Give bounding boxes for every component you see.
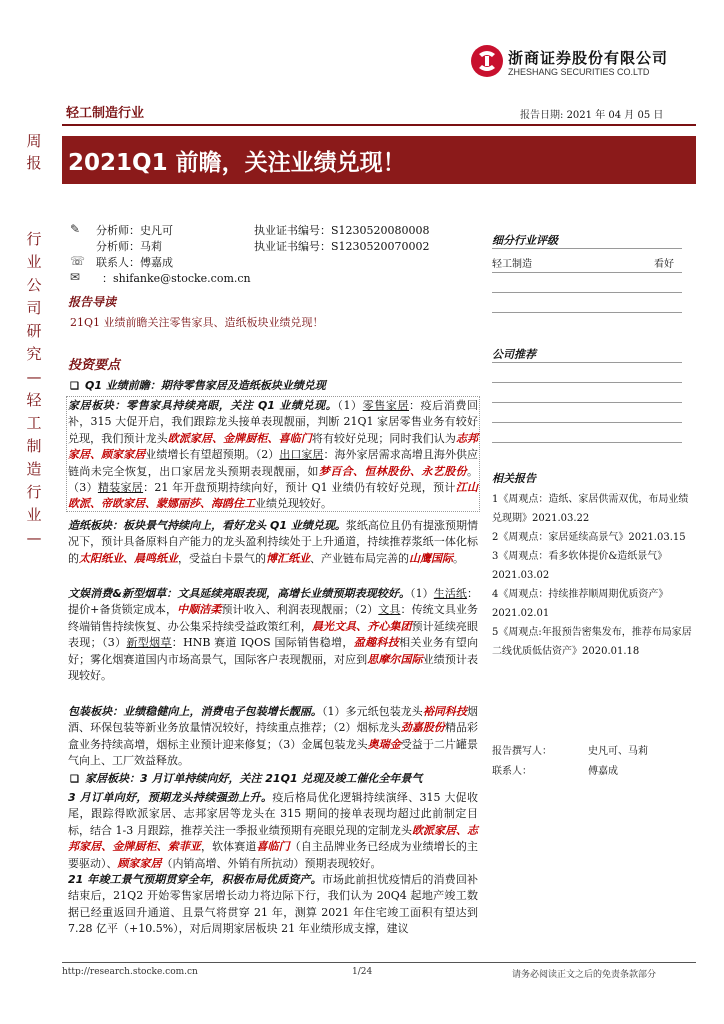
rating-row [492, 255, 682, 270]
stock-names: 思摩尔国际 [367, 652, 423, 666]
para-text: 预计延续亮眼表现；（3） [68, 619, 479, 650]
para-text: 疫后格局优化逻辑持续演绎、315 大促收尾，跟踪得欧派家居、志邦家居等龙头在 315 期间的接单表现均超过此前制定目标，结合 1-3 月跟踪，推荐关注一季报业绩预期有亮眼兑现的定制龙头 [68, 791, 479, 837]
series-char: 工 [26, 414, 42, 432]
para-text: ：HNB 赛道 IQOS 国际销售稳增， [171, 636, 354, 650]
divider [492, 382, 682, 383]
report-type-char: 报 [26, 154, 42, 172]
related-heading: 相关报告 [492, 472, 536, 485]
rating-value: 看好 [654, 259, 674, 270]
stock-names: 劲嘉股份 [400, 721, 445, 735]
para-lead: 文娱消费&新型烟草：文具延续亮眼表现，高增长业绩预期表现较好。 [68, 587, 411, 600]
series-char: 行 [26, 230, 42, 248]
stock-names: 欧派家居、志邦家居、金牌厨柜、索菲亚 [68, 823, 478, 854]
series-char: 公 [26, 276, 42, 294]
stock-names: 江山欧派、帝欧家居、蒙娜丽莎、海鸥住工 [68, 481, 479, 511]
series-char: 研 [26, 322, 42, 340]
series-char: 司 [26, 299, 42, 317]
series-char: 业 [26, 253, 42, 271]
stock-names: 博汇纸业 [266, 551, 310, 565]
stock-names: 晨光文具、齐心集团 [311, 619, 412, 633]
related-report-item[interactable]: 4《周观点：持续推荐顺周期优质资产》2021.02.01 [492, 589, 669, 619]
para-text: ，受益白卡景气的 [178, 551, 266, 565]
stock-names: 山鹰国际 [409, 551, 453, 565]
para-text: ，软体赛道 [201, 840, 257, 854]
related-report-item[interactable]: 2《周观点：家居延续高景气》2021.03.15 [492, 532, 686, 543]
contact-value: 傅嘉成 [588, 766, 618, 777]
divider [492, 312, 682, 313]
stock-names: 志邦家居、顾家家居 [68, 431, 479, 462]
footer-rule [62, 962, 696, 963]
contact-label: 联系人： [492, 766, 532, 777]
square-bullet-icon: ❑ [70, 381, 79, 392]
stock-names: 太阳纸业、晨鸣纸业 [79, 551, 178, 565]
analyst-name: 分析师：马莉 [96, 240, 162, 253]
series-char: 轻 [26, 391, 42, 409]
stock-names: 欧派家居、金牌厨柜、喜临门 [167, 431, 312, 445]
divider [492, 422, 682, 423]
invest-bullet [70, 377, 326, 393]
para-home [68, 398, 478, 513]
home-bullet-text: 家居板块：3 月订单持续向好，关注 21Q1 兑现及竣工催化全年景气 [84, 772, 423, 785]
related-report-item[interactable]: 1《周观点：造纸、家居供需双优，布局业绩兑现期》2021.03.22 [492, 494, 689, 524]
author-value: 史凡可、马莉 [588, 746, 648, 757]
para-lead: 包装板块：业绩稳健向上，消费电子包装增长靓丽。 [68, 705, 322, 718]
divider [492, 442, 682, 443]
brand-name-en: ZHESHANG SECURITIES CO.LTD [508, 67, 650, 77]
para-paper [68, 518, 478, 567]
invest-bullet-text: Q1 业绩前瞻：期待零售家居及造纸板块业绩兑现 [84, 379, 326, 392]
para-text: 烟酒、环保包装等新业务放量情况较好，持续重点推荐；（2）烟标龙头 [68, 705, 479, 735]
rating-industry: 轻工制造 [492, 259, 532, 270]
para-lead: 21 年竣工景气预期贯穿全年，积极布局优质资产。 [68, 873, 322, 886]
footer-disclaimer: 请务必阅读正文之后的免责条款部分 [512, 970, 657, 980]
contact-row [492, 762, 692, 782]
para-consumer [68, 586, 478, 684]
brand-logo [470, 44, 670, 84]
rating-heading: 细分行业评级 [492, 234, 558, 247]
home-bullet [70, 770, 422, 786]
footer-url[interactable]: http://research.stocke.com.cn [62, 967, 198, 977]
contact-name: 联系人：傅嘉成 [96, 256, 173, 269]
related-report-item[interactable]: 5《周观点:年报预告密集发布，推荐布局家居二线优质低估资产》2020.01.18 [492, 627, 692, 657]
stock-names: 中顺洁柔 [177, 603, 222, 617]
para-text: ：传统文具业务终端销售持续恢复、办公集采持续受益政策红利， [68, 603, 479, 633]
guide-text: 21Q1 业绩前瞻关注零售家具、造纸板块业绩兑现！ [70, 316, 324, 329]
para-text: （1）多元纸包装龙头 [321, 705, 423, 718]
report-type-char: 周 [26, 132, 42, 150]
invest-heading: 投资要点 [68, 358, 121, 373]
guide-heading: 报告导读 [68, 295, 117, 309]
stock-names: 奥瑞金 [367, 737, 401, 751]
divider [492, 272, 682, 273]
series-char: 行 [26, 483, 42, 501]
para-text: ：提价+备货锁定成本， [68, 587, 479, 617]
envelope-icon: ✉ [70, 270, 81, 284]
para-text: ：疫后消费回补，315 大促开启，我们跟踪龙头接单表现靓丽，判断 21Q1 家居零售业务有较好兑现，我们预计龙头 [68, 399, 479, 445]
para-packaging [68, 704, 478, 770]
stock-names: 喜临门 [256, 840, 290, 854]
series-char: 制 [26, 437, 42, 455]
para-text: 。 [453, 551, 464, 565]
para-text: 将有较好兑现；同时我们认为 [311, 431, 456, 445]
para-lead: 3 月订单向好，预期龙头持续强劲上升。 [68, 791, 273, 804]
para-text: 。（3） [68, 464, 479, 495]
stock-names: 盈趣科技 [353, 636, 400, 650]
series-char: — [26, 368, 42, 386]
series-char: 究 [26, 345, 42, 363]
series-char: 造 [26, 460, 42, 478]
pen-icon: ✎ [70, 222, 81, 236]
para-lead: 造纸板块：板块景气持续向上，看好龙头 Q1 业绩兑现。 [68, 519, 346, 532]
para-text: ：21 年开盘预期持续向好，预计 Q1 业绩仍有较好兑现，预计 [143, 481, 456, 495]
industry-tag: 轻工制造行业 [66, 106, 145, 121]
para-sub: 零售家居 [362, 399, 410, 412]
para-text: （1） [337, 399, 363, 412]
report-title: 2021Q1 前瞻，关注业绩兑现！ [68, 150, 406, 176]
para-text: 市场此前担忧疫情后的消费回补结束后，21Q2 开始零售家居增长动力将边际下行，我们认为 20Q4 起地产竣工数据已经重返回升通道、且景气将贯穿 21 年，测算 2021 年住宅竣工面积有望达到 7.28 亿平（+10.5%），对后周期家居板块 21 年业绩形成支撑，建议 [68, 873, 478, 936]
report-date-value: 2021 年 04 月 05 日 [566, 110, 664, 121]
para-text: 、产业链布局完善的 [310, 551, 409, 565]
related-report-item[interactable]: 3《周观点：看多软体提价&造纸景气》2021.03.02 [492, 551, 668, 581]
para-completion [68, 872, 478, 938]
para-text: 受益于二片罐景气向上、工厂效益释放。 [68, 737, 479, 768]
para-text: （1） [410, 587, 434, 600]
para-orders [68, 790, 478, 872]
stock-names: 裕同科技 [422, 705, 468, 718]
para-text: ：海外家居需求高增且海外供应链尚未完全恢复，出口家居龙头预期表现靓丽，如 [68, 448, 479, 478]
para-sub: 新型烟草 [126, 636, 172, 650]
company-heading: 公司推荐 [492, 348, 536, 361]
para-text: 业绩兑现较好。 [255, 497, 332, 511]
analyst-name: 分析师：史凡可 [96, 224, 173, 237]
para-sub: 出口家居 [279, 448, 324, 462]
related-reports [492, 490, 692, 661]
stock-names: 梦百合、恒林股份、永艺股份 [318, 464, 468, 478]
divider [492, 362, 682, 363]
square-bullet-icon: ❑ [70, 774, 79, 785]
stock-names: 顾家家居 [117, 856, 162, 870]
analyst-block [68, 222, 488, 286]
para-sub: 生活纸 [433, 587, 468, 600]
contact-row [68, 254, 488, 270]
series-vertical [24, 228, 44, 550]
series-char: 业 [26, 506, 42, 524]
para-text: 相关业务有望向好；雾化烟赛道国内市场高景气，国际客户表现靓丽，对应到 [68, 636, 479, 666]
para-text: 业绩增长有望超预期。（2） [145, 448, 280, 462]
page-number: 1/24 [352, 967, 373, 977]
para-lead: 家居板块：零售家具持续亮眼，关注 Q1 业绩兑现。 [68, 399, 338, 412]
divider [492, 402, 682, 403]
header-rule [62, 124, 696, 126]
analyst-row [68, 238, 488, 254]
report-type-vertical [24, 130, 44, 174]
para-text: 业绩预计表现较好。 [68, 652, 479, 683]
analyst-cert: 执业证书编号：S1230520080008 [254, 224, 430, 237]
email-row [68, 270, 488, 286]
para-text: 精品彩盒业务持续高增，烟标主业预计迎来修复；（3）金属包装龙头 [68, 721, 479, 751]
divider [492, 292, 682, 293]
para-text: （自主品牌业务已经成为业绩增长的主要驱动）、 [68, 840, 479, 870]
zheshang-logo-icon [470, 44, 504, 78]
para-sub: 精装家居 [97, 481, 144, 495]
report-date-label: 报告日期: [520, 110, 564, 121]
author-row [492, 742, 692, 762]
series-char: — [26, 529, 42, 547]
analyst-cert: 执业证书编号：S1230520070002 [254, 240, 430, 253]
phone-icon: ☏ [70, 254, 86, 268]
brand-name-cn: 浙商证券股份有限公司 [508, 49, 669, 67]
analyst-row [68, 222, 488, 238]
divider [492, 248, 682, 249]
author-label: 报告撰写人： [492, 746, 552, 757]
para-text: （内销高增、外销有所抗动）预期表现较好。 [161, 856, 382, 870]
para-text: 浆纸高位且仍有提涨预期情况下，预计具备原料自产能力的龙头盈利持续处于上升通道，持续推荐浆纸一体化标的 [68, 519, 478, 565]
report-date [520, 106, 663, 121]
author-info [492, 742, 692, 782]
para-text: 预计收入、利润表现靓丽；（2） [221, 603, 379, 617]
analyst-email[interactable]: ：shifanke@stocke.com.cn [102, 272, 251, 285]
para-sub: 文具 [378, 603, 401, 617]
